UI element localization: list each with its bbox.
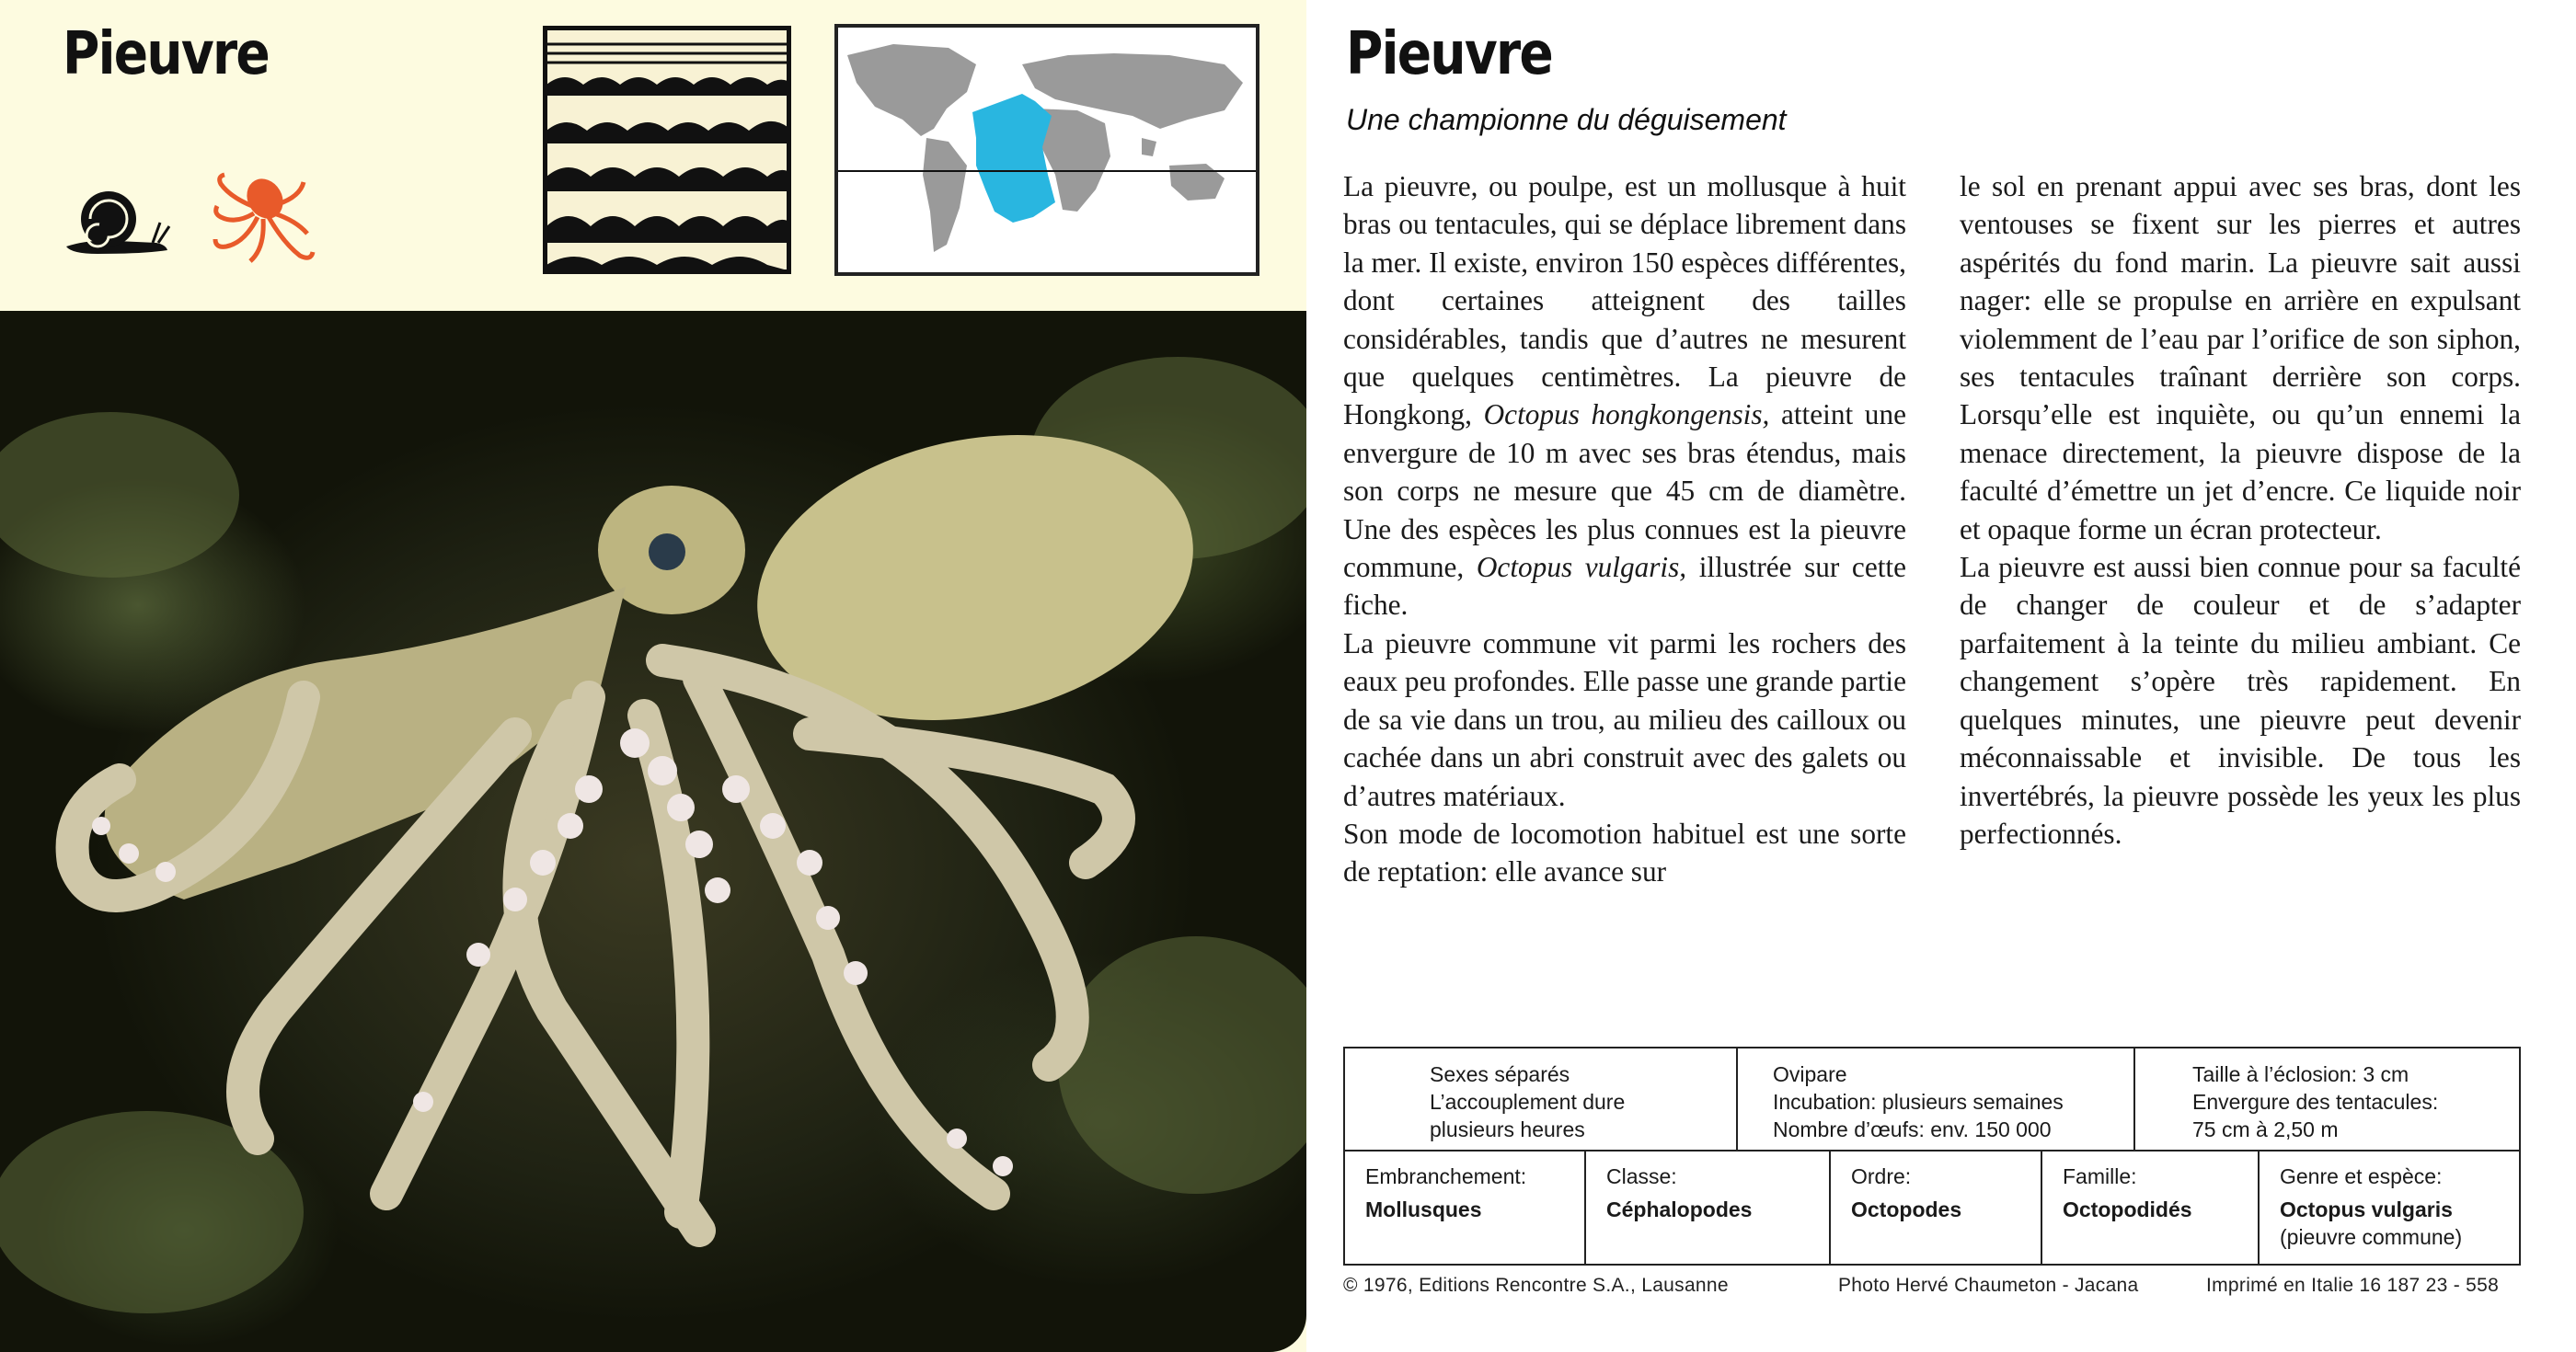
- paragraph: La pieuvre, ou poulpe, est un mollusque à huit bras ou tentacules, qui se déplace librement dans la mer. Il existe, environ 150 espèces différentes, dont certaines atteignent des tailles considérables, tandis que d’autres ne mesurent que quelques centimètres. La pieuvre de Hongkong, Octopus hongkongensis, atteint une envergure de 10 m avec ses bras étendus, mais son corps ne mesure que 45 cm de diamètre. Une des espèces les plus connues est la pieuvre commune, Octopus vulgaris, illustrée sur cette fiche.: [1343, 170, 1906, 622]
- text-column-1: [1343, 167, 1906, 891]
- taxonomy-species: Genre et espèce: Octopus vulgaris (pieuvre commune): [2258, 1150, 2519, 1264]
- paragraph: La pieuvre commune vit parmi les rochers des eaux peu profondes. Elle passe une grande partie de sa vie dans un trou, au milieu des cailloux ou cachée dans un abri construit avec des galets ou d’autres matériaux.: [1343, 626, 1906, 812]
- photo-credit: Photo Hervé Chaumeton - Jacana: [1838, 1275, 2139, 1296]
- text-column-2: [1960, 167, 2521, 853]
- eggs-cell: Ovipare Incubation: plusieurs semaines Nombre d’œufs: env. 150 000: [1736, 1048, 2133, 1150]
- card-title: Pieuvre: [63, 20, 270, 88]
- paragraph: le sol en prenant appui avec ses bras, dont les ventouses se fixent sur les pierres et autres aspérités du fond marin. La pieuvre sait aussi nager: elle se propulse en arrière en expulsant violemment de l’eau par l’orifice de son siphon, ses tentacules traînant derrière son corps. Lorsqu’elle est inquiète, ou qu’un ennemi la menace directement, la pieuvre dispose de la faculté d’émettre un jet d’encre. Ce liquide noir et opaque forme un écran protecteur.: [1960, 170, 2521, 545]
- taxonomy-order: Ordre: Octopodes: [1829, 1150, 2041, 1264]
- reproduction-cell: Sexes séparés L’accouplement dure plusieurs heures: [1430, 1062, 1626, 1141]
- taxonomy-phylum: Embranchement: Mollusques: [1365, 1164, 1527, 1221]
- copyright-text: © 1976, Editions Rencontre S.A., Lausanne: [1343, 1275, 1729, 1296]
- print-info: Imprimé en Italie 16 187 23 - 558: [2206, 1275, 2500, 1296]
- taxonomy-table: [1343, 1150, 2521, 1266]
- facts-table-top: [1343, 1047, 2521, 1151]
- octopus-photo: [0, 311, 1306, 1352]
- paragraph: La pieuvre est aussi bien connue pour sa faculté de changer de couleur et de s’adapter parfaitement à la teinte du milieu ambiant. Ce changement s’opère très rapidement. En quelques minutes, une pieuvre peut devenir méconnaissable et invisible. De tous les invertébrés, la pieuvre possède les yeux les plus perfectionnés.: [1960, 551, 2521, 850]
- distribution-map: [834, 24, 1259, 276]
- octopus-icon: [208, 169, 318, 270]
- article-title: Pieuvre: [1346, 20, 1553, 88]
- habitat-waves-icon: [543, 26, 791, 274]
- taxonomy-family: Famille: Octopodidés: [2041, 1150, 2258, 1264]
- paragraph: Son mode de locomotion habituel est une sorte de reptation: elle avance sur: [1343, 817, 1906, 888]
- article-subtitle: Une championne du déguisement: [1346, 103, 1787, 136]
- size-cell: Taille à l’éclosion: 3 cm Envergure des tentacules: 75 cm à 2,50 m: [2133, 1048, 2519, 1150]
- taxonomy-class: Classe: Céphalopodes: [1584, 1150, 1829, 1264]
- snail-icon: [61, 180, 171, 259]
